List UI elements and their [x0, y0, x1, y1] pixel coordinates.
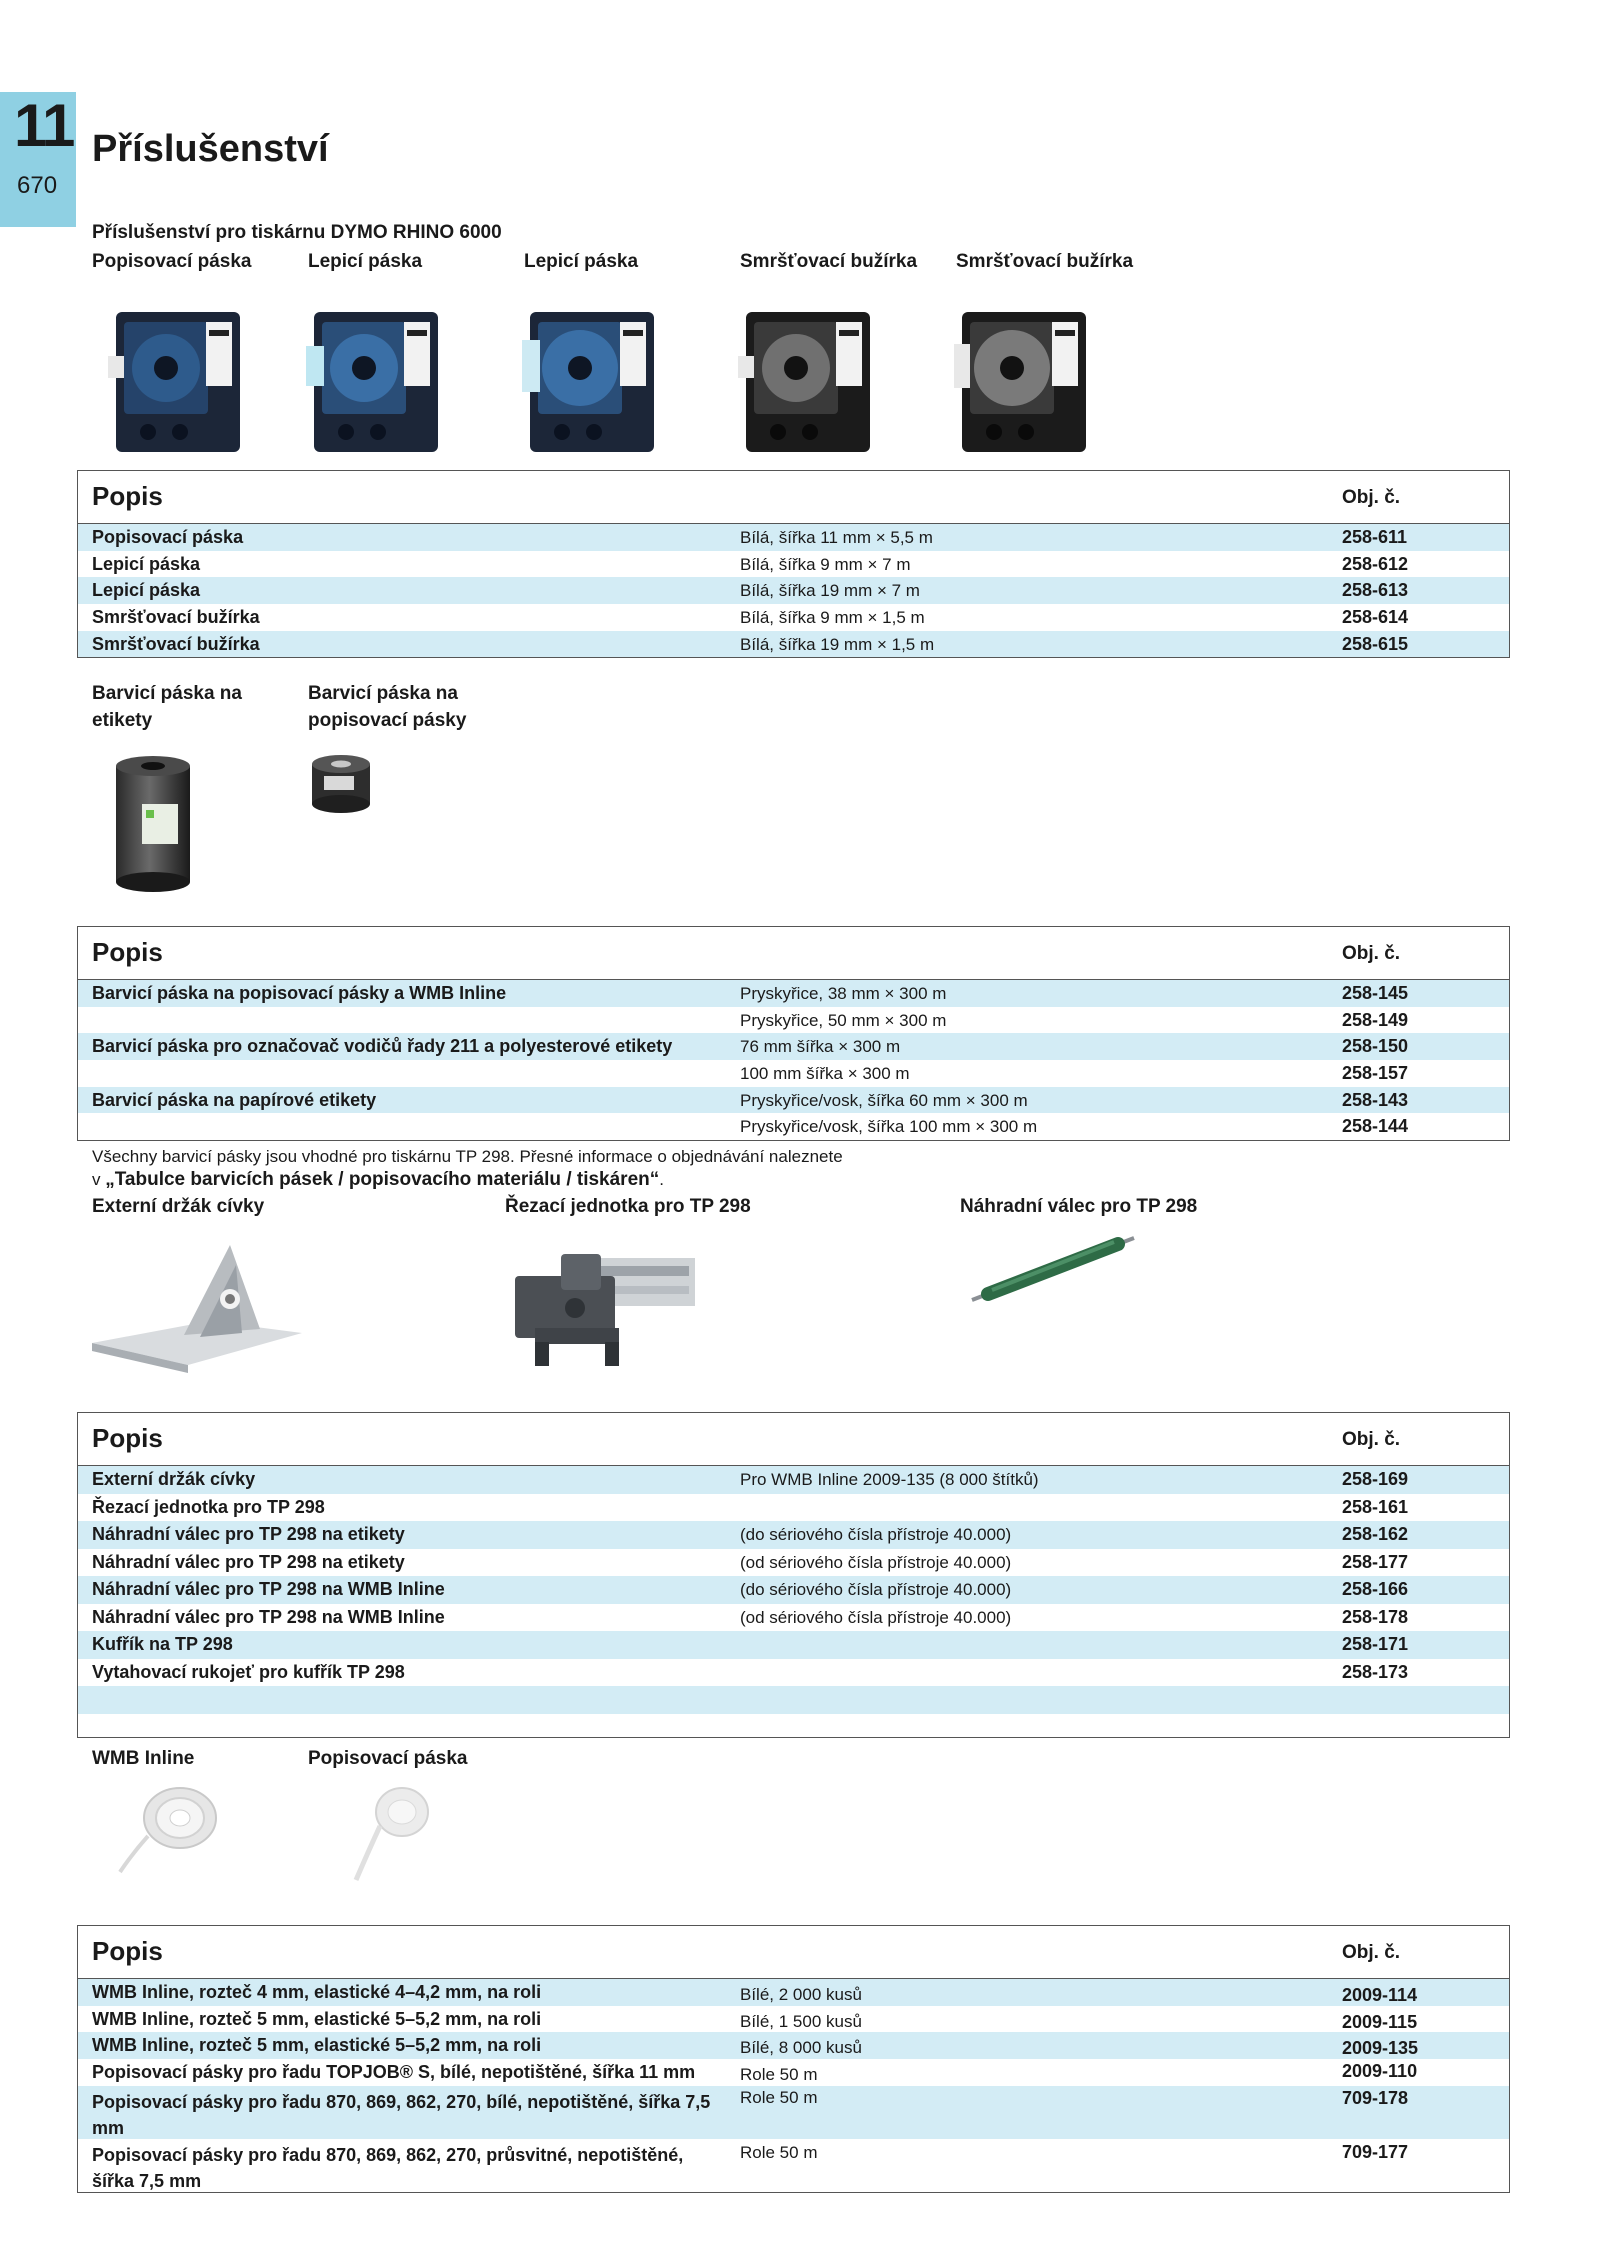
product-table-markers: [77, 1925, 1510, 2193]
product-table-accessories: [77, 1412, 1510, 1738]
product-label: Barvicí páska na etikety: [92, 683, 242, 731]
tape-cassette-image: [522, 300, 662, 465]
table-row: Pryskyřice, 50 mm × 300 m 258-149: [740, 1009, 1409, 1030]
header-popis: Popis: [92, 1936, 163, 1966]
table-row: Kufřík na TP 298 258-171: [78, 1631, 1509, 1659]
table-row: Popisovací páska Bílá, šířka 11 mm × 5,5 m 258-611: [78, 524, 1509, 551]
product-label: Popisovací páska: [308, 1748, 468, 1769]
table-row: Náhradní válec pro TP 298 na etikety (od sériového čísla přístroje 40.000) 258-177: [92, 1551, 1409, 1572]
table-row: Vytahovací rukojeť pro kufřík TP 298 258-173: [92, 1661, 1409, 1682]
table-header: [78, 1926, 1509, 1979]
shrink-tube-cassette-image: [738, 300, 878, 465]
table-row: Pryskyřice/vosk, šířka 100 mm × 300 m 258-144: [740, 1116, 1409, 1137]
chapter-number: 11: [14, 92, 74, 159]
header-obj: Obj. č.: [1342, 487, 1401, 508]
table-row: Popisovací pásky pro řadu TOPJOB® S, bílé, nepotištěné, šířka 11 mm Role 50 m 2009-110: [92, 2061, 1418, 2085]
table-row-empty: [78, 1714, 1509, 1742]
table-row: WMB Inline, rozteč 5 mm, elastické 5–5,2 mm, na roli Bílé, 1 500 kusů 2009-115: [92, 2008, 1418, 2032]
table-row: Smršťovací bužírka Bílá, šířka 9 mm × 1,5 m 258-614: [92, 607, 1409, 628]
section1-subtitle: Příslušenství pro tiskárnu DYMO RHINO 6000: [92, 222, 502, 243]
table-row: Smršťovací bužírka Bílá, šířka 19 mm × 1,5 m 258-615: [78, 631, 1509, 658]
product-label: Náhradní válec pro TP 298: [960, 1196, 1198, 1217]
ribbon-roll-image: [306, 750, 376, 820]
table-row: WMB Inline, rozteč 4 mm, elastické 4–4,2 mm, na roli Bílé, 2 000 kusů 2009-114: [78, 1979, 1509, 2006]
product-label: Lepicí páska: [524, 251, 639, 272]
product-label: Externí držák cívky: [92, 1196, 265, 1217]
header-obj: Obj. č.: [1342, 1429, 1401, 1450]
table-row: Lepicí páska Bílá, šířka 19 mm × 7 m 258-613: [78, 577, 1509, 604]
table-row: Barvicí páska na popisovací pásky a WMB Inline Pryskyřice, 38 mm × 300 m 258-145: [78, 980, 1509, 1007]
product-label: Řezací jednotka pro TP 298: [505, 1196, 751, 1217]
tape-cassette-image: [108, 300, 248, 465]
product-label: Lepicí páska: [308, 251, 423, 272]
replacement-roller-image: [968, 1228, 1138, 1308]
table-row: Lepicí páska Bílá, šířka 9 mm × 7 m 258-612: [92, 553, 1409, 574]
header-obj: Obj. č.: [1342, 943, 1401, 964]
table-row: WMB Inline, rozteč 5 mm, elastické 5–5,2 mm, na roli Bílé, 8 000 kusů 2009-135: [78, 2032, 1509, 2059]
product-table-dymo: [77, 470, 1510, 658]
spool-holder-image: [92, 1225, 312, 1375]
product-label: WMB Inline: [92, 1748, 195, 1769]
page-title: Příslušenství: [92, 128, 329, 170]
shrink-tube-cassette-image: [954, 300, 1094, 465]
table-row: Popisovací pásky pro řadu 870, 869, 862, 270, průsvitné, nepotištěné, šířka 7,5 mm Role 50 m 709-177: [92, 2141, 1409, 2191]
product-label: Smršťovací bužírka: [956, 251, 1134, 272]
table-row: Barvicí páska na papírové etikety Pryskyřice/vosk, šířka 60 mm × 300 m 258-143: [78, 1087, 1509, 1114]
table-row: Barvicí páska pro označovač vodičů řady 211 a polyesterové etikety 76 mm šířka × 300 m 258-150: [78, 1033, 1509, 1060]
footnote-reference: „Tabulce barvicích pásek / popisovacího materiálu / tiskáren“: [105, 1169, 660, 1190]
table-row: Náhradní válec pro TP 298 na WMB Inline (do sériového čísla přístroje 40.000) 258-166: [78, 1576, 1509, 1604]
table-row: Náhradní válec pro TP 298 na etikety (do sériového čísla přístroje 40.000) 258-162: [78, 1521, 1509, 1549]
table-row: Externí držák cívky Pro WMB Inline 2009-135 (8 000 štítků) 258-169: [78, 1466, 1509, 1494]
table-header: [78, 927, 1509, 980]
table-row: Řezací jednotka pro TP 298 258-161: [92, 1496, 1409, 1517]
product-label: Popisovací páska: [92, 251, 252, 272]
page-number: 670: [17, 172, 58, 199]
table-row: 100 mm šířka × 300 m 258-157: [740, 1063, 1409, 1084]
label-tape-roll-image: [350, 1776, 440, 1886]
header-obj: Obj. č.: [1342, 1942, 1401, 1963]
table-row: Náhradní válec pro TP 298 na WMB Inline (od sériového čísla přístroje 40.000) 258-178: [92, 1606, 1409, 1627]
marker-roll-image: [118, 1780, 228, 1880]
ribbon-roll-image: [112, 752, 197, 897]
table-row: Popisovací pásky pro řadu 870, 869, 862, 270, bílé, nepotištěné, šířka 7,5 mm Role 50 m 709-178: [78, 2086, 1509, 2139]
header-popis: Popis: [92, 1423, 163, 1453]
product-label: Smršťovací bužírka: [740, 251, 918, 272]
footnote: Všechny barvicí pásky jsou vhodné pro tiskárnu TP 298. Přesné informace o objednávání naleznete v „Tabulce barvicích pásek / popisovacího materiálu / tiskáren“.: [92, 1147, 843, 1190]
header-popis: Popis: [92, 937, 163, 967]
header-popis: Popis: [92, 481, 163, 511]
tape-cassette-image: [306, 300, 446, 465]
product-table-ribbons: [77, 926, 1510, 1141]
table-header: [78, 471, 1509, 524]
product-label: Barvicí páska na popisovací pásky: [308, 683, 467, 731]
table-row-empty: [78, 1686, 1509, 1714]
cutter-unit-image: [505, 1228, 705, 1378]
table-header: [78, 1413, 1509, 1466]
